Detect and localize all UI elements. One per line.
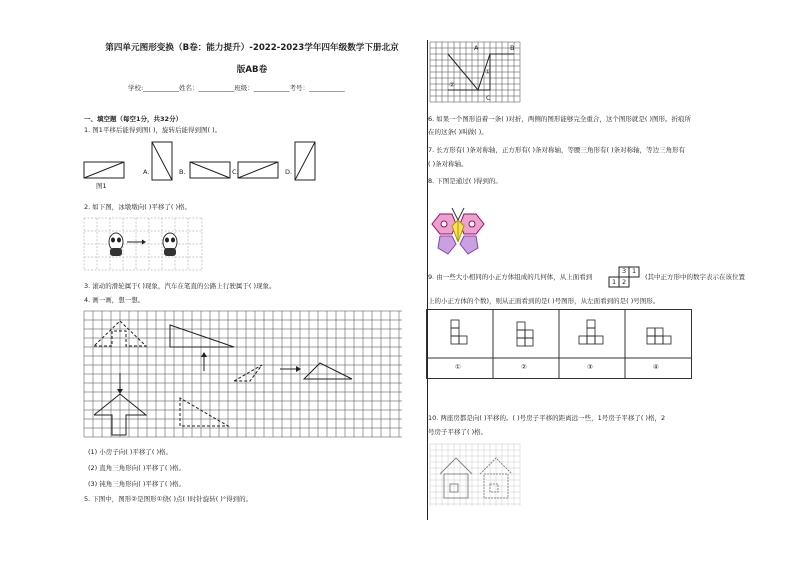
section-heading: 一、填空题（每空1分，共32分） [84, 115, 183, 123]
option-b: B. [179, 168, 186, 176]
choice-3-label: ③ [587, 363, 593, 371]
question-9-line2: 上的小正方体的个数)，则从正面看到的是( )号图形，从左面看到的是( )号图形。 [428, 297, 660, 305]
point-a-label: A [474, 44, 479, 52]
option-c: C. [232, 168, 239, 176]
question-3: 3. 滚动的滑轮属于( )现象，汽车在笔直的公路上行驶属于( )现象。 [84, 282, 276, 290]
q2-grid [84, 218, 204, 274]
option-d: D. [285, 168, 293, 176]
question-9-tail: (其中正方形中的数字表示在该位置 [645, 273, 746, 281]
option-a: A. [143, 168, 150, 176]
question-10-line2: 号房子平移了( )格。 [428, 428, 488, 436]
question-4-2: (2) 直角三角形向( )平移了( )格。 [88, 464, 186, 472]
choice-4-label: ④ [653, 363, 659, 371]
question-7: 7. 长方形有( )条对称轴，正方形有( )条对称轴，等腰三角形有( )条对称轴，等边三角形有 [428, 146, 686, 154]
top-view-cell: 1 [632, 267, 637, 275]
question-6-line2: 在的这条( )叫做( )。 [428, 128, 488, 136]
question-4-3: (3) 钝角三角形向( )平移了( )格。 [88, 480, 186, 488]
student-info-line: 学校:___________姓名：___________班级：___________考号：___________ [128, 84, 345, 92]
figure-2-label: ② [449, 81, 455, 89]
question-10: 10. 两座房都是向( )平移的。( )号房子平移的距离远一些，1号房子平移了( )格，2 [428, 414, 666, 422]
top-view-cell: 2 [622, 278, 627, 286]
q4-grid [84, 311, 414, 437]
choice-2-label: ② [521, 363, 527, 371]
q1-figures [84, 140, 424, 190]
choice-1-label: ① [455, 363, 461, 371]
point-c-label: C [486, 94, 491, 102]
point-b-label: B [510, 44, 515, 52]
question-5: 5. 下图中，图形②是图形①绕( )点( )时针旋转( )°得到的。 [84, 495, 253, 503]
question-1: 1. 图1平移后能得到图( )，旋转后能得到图( )。 [84, 126, 222, 134]
question-8: 8. 下图是通过( )得到的。 [428, 177, 502, 185]
question-2: 2. 如下图，冰墩墩向( )平移了( )格。 [84, 203, 192, 211]
question-4: 4. 画一画，想一想。 [84, 296, 145, 304]
top-view-cell: 3 [622, 267, 627, 275]
bing-dwen-dwen-icon [109, 233, 123, 256]
page-title-line2: 版AB卷 [236, 65, 268, 75]
question-6: 6. 如果一个图形沿着一条( )对折，两侧的图形能够完全重合，这个图形就是( )图形。折痕所 [428, 115, 692, 123]
fig1-label: 图1 [96, 182, 107, 190]
top-view-cell: 1 [612, 278, 617, 286]
q9-choice-table [426, 309, 692, 379]
page-title: 第四单元图形变换（B卷：能力提升）-2022-2023学年四年级数学下册北京 [105, 43, 399, 53]
figure-1-label: ① [485, 68, 491, 76]
question-9: 9. 由一些大小相同的小正方体组成的几何体，从上面看到 [428, 273, 593, 281]
bing-dwen-dwen-icon [163, 233, 177, 256]
butterfly-icon [430, 206, 486, 258]
q10-house-grid [430, 444, 526, 510]
question-4-1: (1) 小房子向( )平移了( )格。 [88, 448, 173, 456]
question-7-line2: ( )条对称轴。 [428, 160, 468, 168]
